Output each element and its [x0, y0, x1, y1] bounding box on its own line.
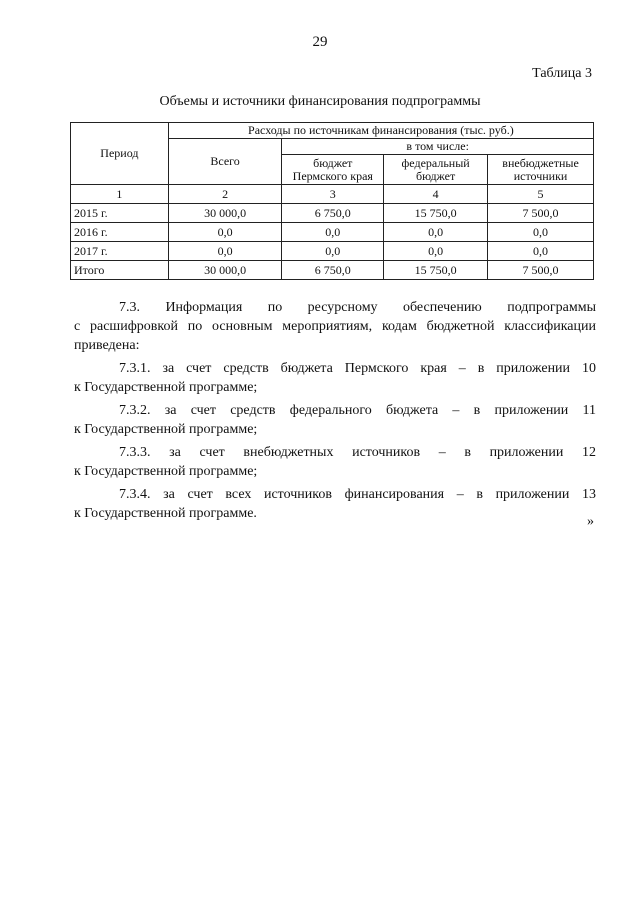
table-title: Объемы и источники финансирования подпрограммы [159, 94, 481, 109]
paragraph-continuation: к Государственной программе; [74, 422, 258, 437]
header-extrabudget: внебюджетные источники [488, 155, 594, 185]
paragraph-first-line: 7.3. Информация по ресурсному обеспечению подпрограммы [119, 300, 596, 315]
column-number: 1 [71, 185, 169, 204]
header-expenses: Расходы по источникам финансирования (тыс. руб.) [168, 123, 593, 139]
header-regional-budget: бюджет Пермского края [282, 155, 384, 185]
cell-period: 2015 г. [71, 204, 169, 223]
paragraph-first-line: 7.3.4. за счет всех источников финансирования – в приложении 13 [119, 487, 596, 502]
column-number: 5 [488, 185, 594, 204]
paragraph-7-3-3 [74, 443, 596, 481]
closing-quote: » [587, 514, 594, 529]
paragraph-first-line: 7.3.3. за счет внебюджетных источников – в приложении 12 [119, 445, 596, 460]
table-row [71, 204, 594, 223]
paragraph-continuation: к Государственной программе; [74, 380, 258, 395]
cell-period: 2016 г. [71, 223, 169, 242]
paragraph-7-3-4 [74, 485, 596, 523]
paragraph-continuation: с расшифровкой по основным мероприятиям, кодам бюджетной классификации приведена: [74, 319, 596, 353]
header-total: Всего [168, 139, 282, 185]
cell-total: 0,0 [168, 242, 282, 261]
table-label: Таблица 3 [532, 66, 592, 81]
paragraph-first-line: 7.3.1. за счет средств бюджета Пермского края – в приложении 10 [119, 361, 596, 376]
cell-extra: 0,0 [488, 223, 594, 242]
paragraph-continuation: к Государственной программе; [74, 464, 258, 479]
cell-regional: 0,0 [282, 223, 384, 242]
cell-total: 30 000,0 [168, 204, 282, 223]
cell-regional: 6 750,0 [282, 261, 384, 280]
cell-extra: 7 500,0 [488, 261, 594, 280]
cell-total: 0,0 [168, 223, 282, 242]
column-number: 4 [384, 185, 488, 204]
paragraph-first-line: 7.3.2. за счет средств федерального бюджета – в приложении 11 [119, 403, 596, 418]
table-row [71, 242, 594, 261]
cell-extra: 0,0 [488, 242, 594, 261]
cell-federal: 15 750,0 [384, 261, 488, 280]
header-federal-budget: федеральный бюджет [384, 155, 488, 185]
table-row [71, 223, 594, 242]
cell-regional: 6 750,0 [282, 204, 384, 223]
cell-federal: 0,0 [384, 223, 488, 242]
table-row-total [71, 261, 594, 280]
header-period: Период [71, 123, 169, 185]
paragraph-7-3-2 [74, 401, 596, 439]
financing-table [70, 122, 594, 280]
page-number: 29 [312, 34, 328, 50]
cell-federal: 0,0 [384, 242, 488, 261]
cell-total: 30 000,0 [168, 261, 282, 280]
cell-regional: 0,0 [282, 242, 384, 261]
body-text [74, 298, 596, 527]
header-including: в том числе: [282, 139, 594, 155]
cell-extra: 7 500,0 [488, 204, 594, 223]
cell-federal: 15 750,0 [384, 204, 488, 223]
column-number: 2 [168, 185, 282, 204]
paragraph-7-3 [74, 298, 596, 355]
column-number: 3 [282, 185, 384, 204]
cell-period: Итого [71, 261, 169, 280]
column-number-row [71, 185, 594, 204]
cell-period: 2017 г. [71, 242, 169, 261]
paragraph-7-3-1 [74, 359, 596, 397]
paragraph-continuation: к Государственной программе. [74, 506, 257, 521]
